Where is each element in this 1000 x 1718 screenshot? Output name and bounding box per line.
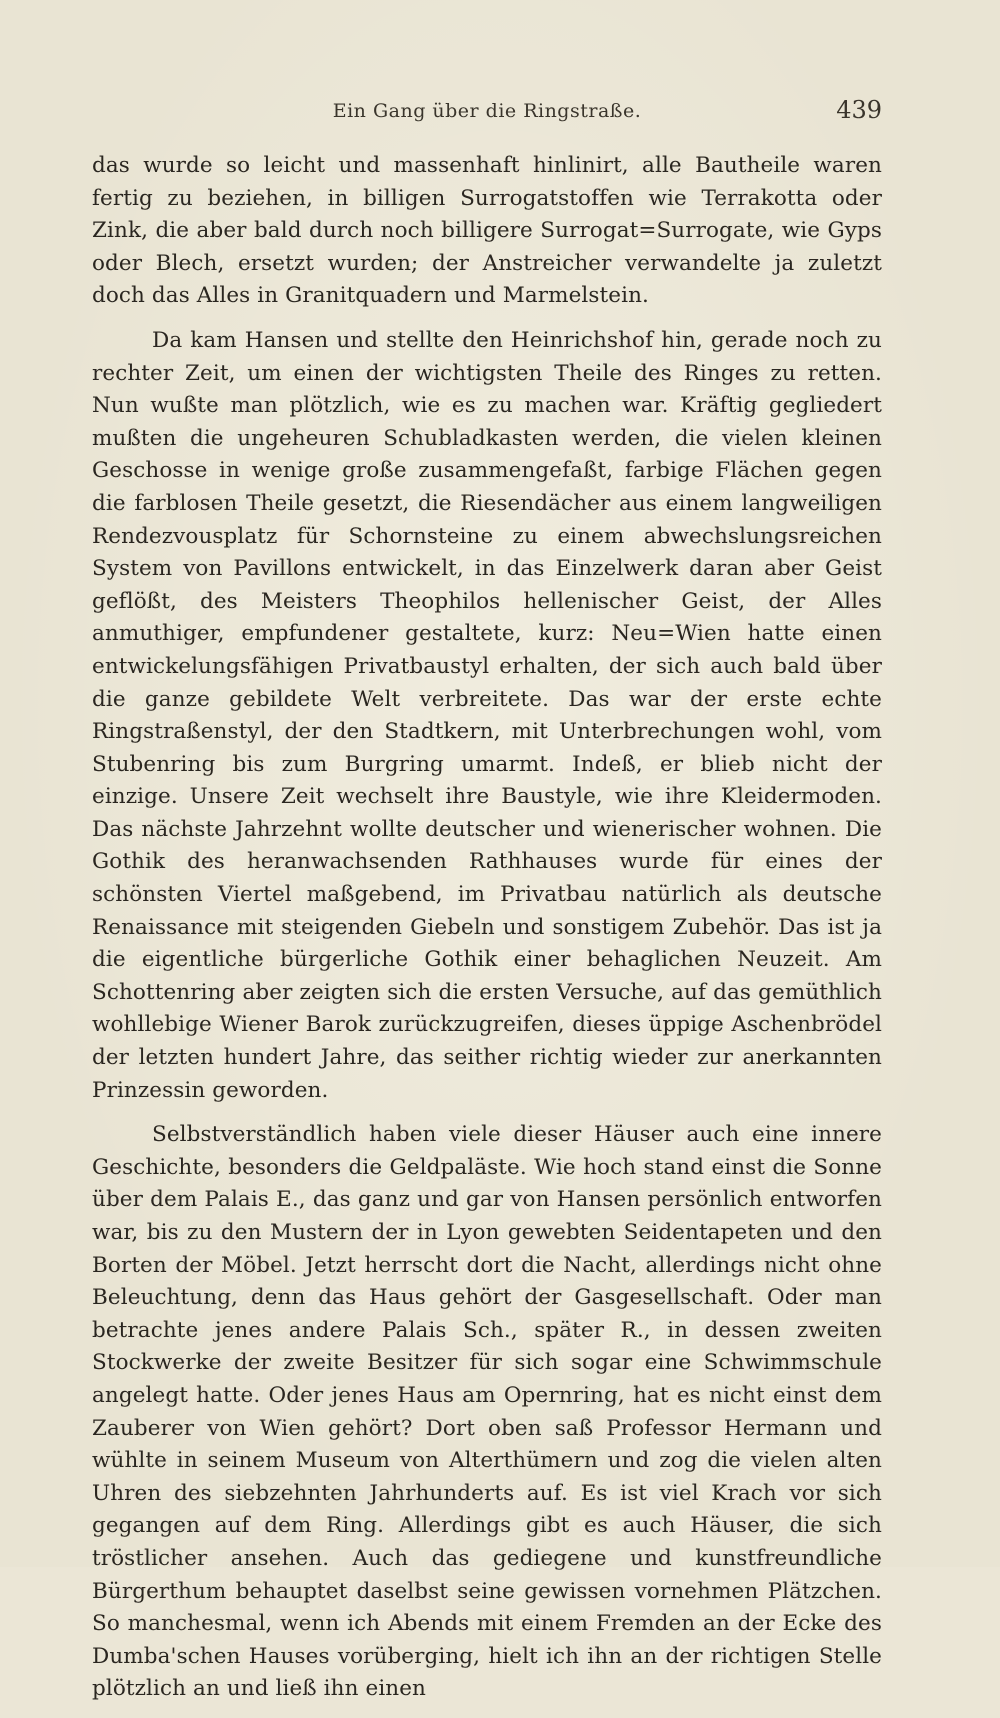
paragraph-2: Da kam Hansen und stellte den Heinrichshof hin, gerade noch zu rechter Zeit, um einen der wichtigsten Theile des Ringes zu retten. Nun wußte man plötzlich, wie es zu machen war. Kräftig gegliedert mußten die ungeheuren Schubladkasten werden, die vielen kleinen Geschosse in wenige große zusammengefaßt, farbige Flächen gegen die farblosen Theile gesetzt, die Riesendächer aus einem langweiligen Rendezvousplatz für Schornsteine zu einem abwechslungsreichen System von Pavillons entwickelt, in das Einzelwerk daran aber Geist geflößt, des Meisters Theophilos hellenischer Geist, der Alles anmuthiger, empfundener gestaltete, kurz: Neu=Wien hatte einen entwickelungsfähigen Privatbaustyl erhalten, der sich auch bald über die ganze gebildete Welt verbreitete. Das war der erste echte Ringstraßenstyl, der den Stadtkern, mit Unterbrechungen wohl, vom Stubenring bis zum Burgring umarmt. Indeß, er blieb nicht der einzige. Unsere Zeit wechselt ihre Baustyle, wie ihre Kleidermoden. Das nächste Jahrzehnt wollte deutscher und wienerischer wohnen. Die Gothik des heranwachsenden Rathhauses wurde für eines der schönsten Viertel maßgebend, im Privatbau natürlich als deutsche Renaissance mit steigenden Giebeln und sonstigem Zubehör. Das ist ja die eigentliche bürgerliche Gothik einer behaglichen Neuzeit. Am Schottenring aber zeigten sich die ersten Versuche, auf das gemüthlich wohllebige Wiener Barok zurückzugreifen, dieses üppige Aschenbrödel der letzten hundert Jahre, das seither richtig wieder zur anerkannten Prinzessin geworden. xyxy=(92,327,882,1103)
page-number: 439 xyxy=(836,96,882,124)
paragraph-1: das wurde so leicht und massenhaft hinlinirt, alle Bautheile waren fertig zu beziehen, in billigen Surrogatstoffen wie Terrakotta oder Zink, die aber bald durch noch billigere Surrogat=Surrogate, wie Gyps oder Blech, ersetzt wurden; der Anstreicher verwandelte ja zuletzt doch das Alles in Granitquadern und Marmelstein. xyxy=(92,153,882,309)
running-header xyxy=(92,96,882,132)
paragraph-3: Selbstverständlich haben viele dieser Häuser auch eine innere Geschichte, besonders die Geldpaläste. Wie hoch stand einst die Sonne über dem Palais E., das ganz und gar von Hansen persönlich entworfen war, bis zu den Mustern der in Lyon gewebten Seidentapeten und den Borten der Möbel. Jetzt herrscht dort die Nacht, allerdings nicht ohne Beleuchtung, denn das Haus gehört der Gasgesellschaft. Oder man betrachte jenes andere Palais Sch., später R., in dessen zweiten Stockwerke der zweite Besitzer für sich sogar eine Schwimmschule angelegt hatte. Oder jenes Haus am Opernring, hat es nicht einst dem Zauberer von Wien gehört? Dort oben saß Professor Hermann und wühlte in seinem Museum von Alterthümern und zog die vielen alten Uhren des siebzehnten Jahrhunderts auf. Es ist viel Krach vor sich gegangen auf dem Ring. Allerdings gibt es auch Häuser, die sich tröstlicher ansehen. Auch das gediegene und kunstfreundliche Bürgerthum behauptet daselbst seine gewissen vornehmen Plätzchen. So manchesmal, wenn ich Abends mit einem Fremden an der Ecke des Dumba'schen Hauses vorüberging, hielt ich ihn an der richtigen Stelle plötzlich an und ließ ihn einen xyxy=(92,1122,882,1702)
running-title: Ein Gang über die Ringstraße. xyxy=(332,100,642,122)
body-text xyxy=(92,150,882,1718)
